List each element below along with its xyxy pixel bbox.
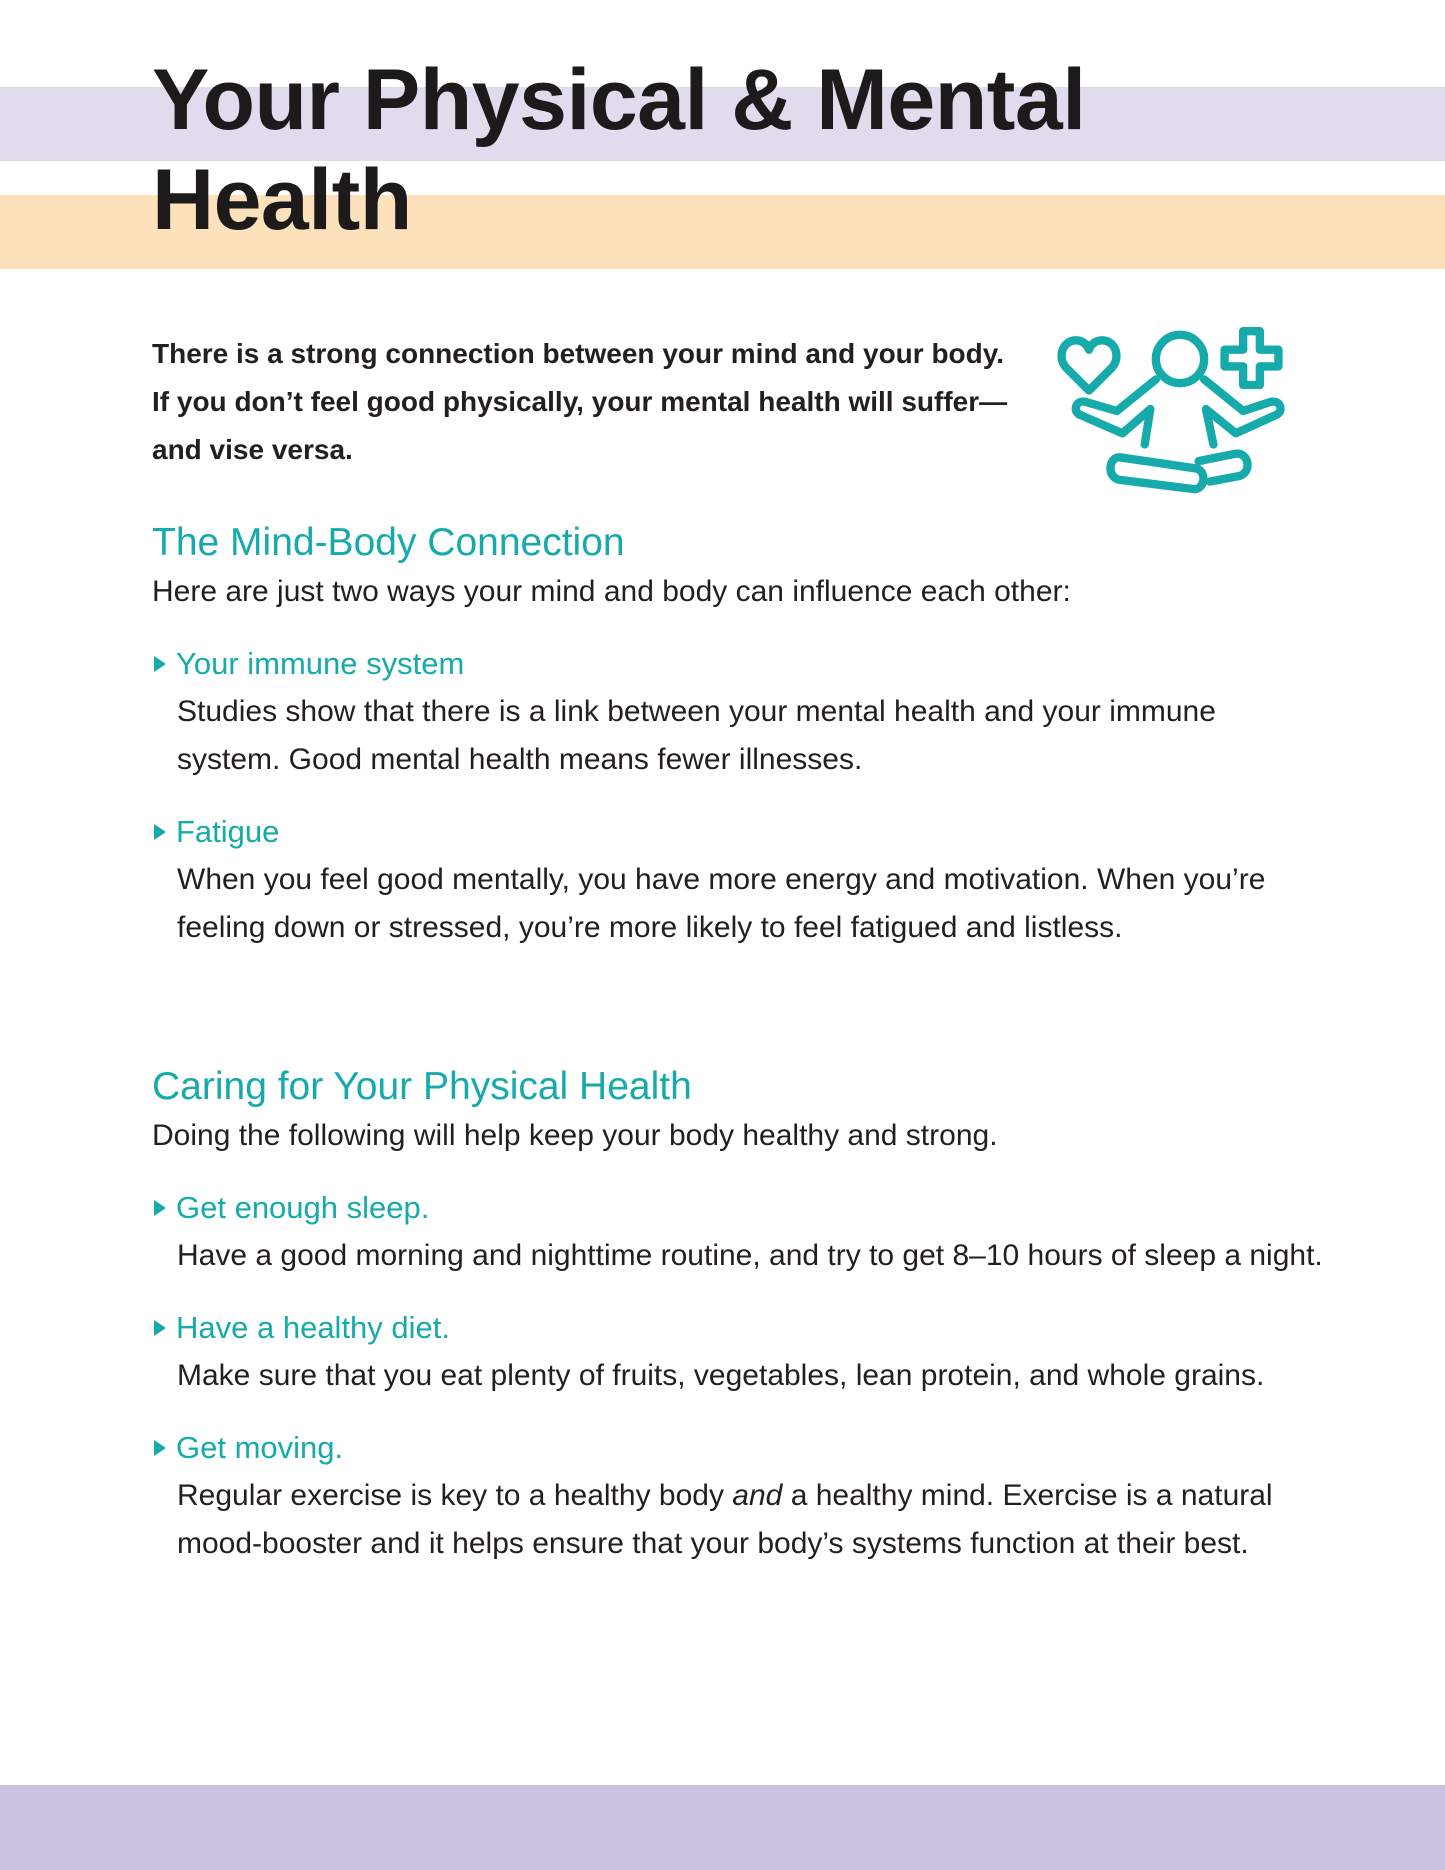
item-title: Fatigue: [176, 814, 280, 849]
list-item: [152, 1184, 1352, 1280]
item-body-text: a healthy mind. Exercise is a natural mood-booster and it helps ensure that your body’s systems function at their best.: [177, 1479, 1273, 1560]
list-item: [152, 640, 1352, 784]
triangle-bullet-icon: [154, 1320, 166, 1336]
person-head-icon: [1156, 335, 1204, 383]
item-body-emphasis: and: [732, 1479, 783, 1512]
page-title: Your Physical & Mental Health: [152, 52, 1086, 248]
item-title: Get enough sleep.: [176, 1190, 430, 1225]
heart-icon: [1062, 340, 1117, 390]
item-body: Have a good morning and nighttime routine, and try to get 8–10 hours of sleep a night.: [177, 1239, 1323, 1272]
item-body: When you feel good mentally, you have more energy and motivation. When you’re feeling down or stressed, you’re more likely to feel fatigued and listless.: [177, 863, 1266, 944]
section-heading: The Mind-Body Connection: [152, 521, 625, 564]
section-physical-health: [152, 1062, 1352, 1568]
item-title: Your immune system: [176, 646, 465, 681]
item-title: Have a healthy diet.: [176, 1310, 451, 1345]
plus-cross-icon: [1225, 331, 1279, 385]
item-body: [152, 1472, 1327, 1568]
item-body: Make sure that you eat plenty of fruits, vegetables, lean protein, and whole grains.: [177, 1359, 1265, 1392]
section-lead: Here are just two ways your mind and body can influence each other:: [152, 575, 1071, 608]
list-item: [152, 1304, 1352, 1400]
triangle-bullet-icon: [154, 1200, 166, 1216]
triangle-bullet-icon: [154, 824, 166, 840]
item-body: Studies show that there is a link between your mental health and your immune system. Good mental health means fewer illnesses.: [177, 695, 1216, 776]
intro-text: There is a strong connection between your mind and your body. If you don’t feel good physically, your mental health will suffer—and vise versa.: [152, 338, 1008, 465]
list-item: [152, 1424, 1352, 1568]
triangle-bullet-icon: [154, 1440, 166, 1456]
section-mind-body: [152, 518, 1352, 952]
section-heading: Caring for Your Physical Health: [152, 1065, 692, 1108]
footer-band: [0, 1785, 1445, 1870]
item-title: Get moving.: [176, 1430, 344, 1465]
meditation-heart-cross-icon: [1050, 318, 1310, 504]
triangle-bullet-icon: [154, 656, 166, 672]
list-item: [152, 808, 1352, 952]
item-body-text: Regular exercise is key to a healthy body: [177, 1479, 733, 1512]
section-lead: Doing the following will help keep your body healthy and strong.: [152, 1119, 998, 1152]
